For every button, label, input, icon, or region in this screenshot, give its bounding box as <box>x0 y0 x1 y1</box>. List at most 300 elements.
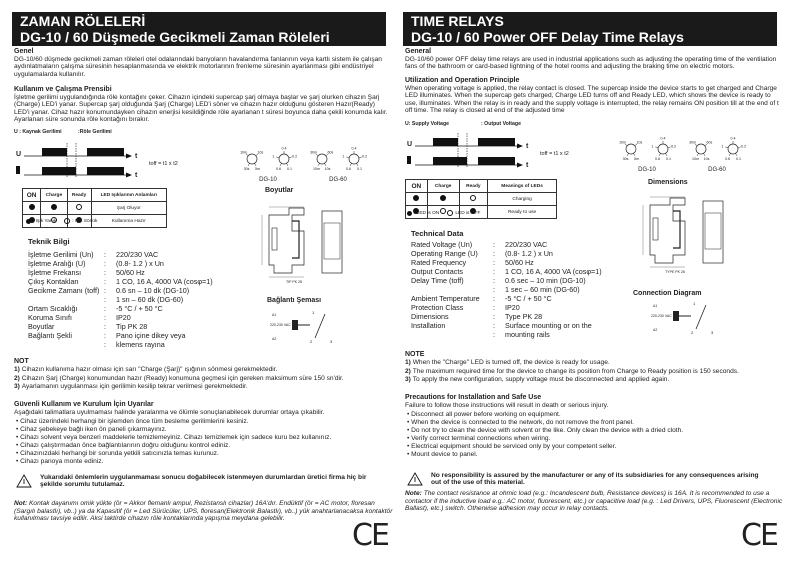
relay-coil-icon <box>292 320 298 330</box>
usage-heading: Utilization and Operation Principle <box>405 77 520 84</box>
spec-colon: : <box>104 340 106 349</box>
dial-tick <box>627 153 629 156</box>
led-off-icon <box>470 195 476 201</box>
spec-colon: : <box>104 277 106 286</box>
axis-u-label: U <box>16 151 22 158</box>
output-pulse <box>433 157 467 165</box>
spec-row <box>411 303 602 312</box>
led-meaning-cell: Şarj Oluyor <box>91 202 167 215</box>
dial-scale-label: 0.6 <box>725 157 730 162</box>
footnote-text: The contact resistance at ohmic load (e.g.: Incandescent bulb, Resistance devices) is 16A. It is recommended to use a contactor if the inductive load e.g.: AC motor, fluorescent, etc.) or capacitive load (e.g. : Led Drivers, UPS, Fluorescent (Electronic Ballast), etc.) switch. Otherwise adhesion may occur in relay contacts. <box>405 490 783 512</box>
spec-label: Protection Class <box>411 303 464 312</box>
general-text: DG-10/60 power OFF delay time relays are used in industrial applications such as adjusting the operating time of the ventilation fans of the bathroom or card-based lightning of the hotel rooms and adjusting the braking time on electric motors. <box>405 56 777 71</box>
note-item <box>14 383 390 390</box>
time-dials <box>234 143 374 185</box>
dial-scale-label: 30s <box>622 157 629 162</box>
spec-label: Boyutlar <box>28 322 55 331</box>
led-on-legend: : Işık Yanık <box>33 218 57 224</box>
led-on-icon <box>51 204 57 210</box>
spec-colon: : <box>104 259 106 268</box>
spec-value: -5 °C / + 50 °C <box>116 304 163 313</box>
note-heading: NOT <box>14 358 29 365</box>
safety-item: • Cihazı çalıştırmadan önce bağlantılarının doğru olduğunu kontrol ediniz. <box>16 442 331 450</box>
note-text: The maximum required time for the device to change its position from Charge to Ready position is 150 seconds. <box>412 367 739 375</box>
timing-diagram <box>14 143 184 183</box>
spec-colon: : <box>493 294 495 303</box>
warning-icon <box>16 474 32 488</box>
dial-knob <box>349 154 359 164</box>
dial-scale-label: 0.4 <box>660 136 666 141</box>
spec-row <box>28 304 213 313</box>
spec-value: 1 sn – 60 dk (DG-60) <box>116 295 184 304</box>
pin-label: 2 <box>691 330 694 335</box>
dial-tick <box>666 153 668 156</box>
led-table-header <box>23 189 167 202</box>
document-title: ZAMAN RÖLELERİ <box>20 13 146 29</box>
usage-heading: Kullanım ve Çalışma Prensibi <box>14 86 112 93</box>
dial-scale-label: 10m <box>313 167 320 172</box>
relay-coil-icon <box>673 311 679 321</box>
dial-scale-label: 1 <box>721 144 724 149</box>
spec-row <box>28 277 213 286</box>
spec-value: Pano içine dikey veya <box>116 331 186 340</box>
front-view-outline <box>322 211 342 273</box>
spec-colon: : <box>104 250 106 259</box>
dial-scale-label: 0.2 <box>362 154 368 159</box>
dial-scale-label: 1 <box>272 154 275 159</box>
note-number: 2) <box>405 367 413 375</box>
arrow-icon <box>126 173 132 178</box>
warning-text: No responsibility is assured by the manufacturer or any of its subsidiaries for any consequences arising out of the use of this material. <box>431 472 759 487</box>
dimensions-caption: TYPE PK 28 <box>665 270 685 274</box>
led-header-cell: ON <box>23 189 41 202</box>
spec-colon: : <box>493 258 495 267</box>
led-header-cell: LED Işıklarının Anlamları <box>91 189 167 202</box>
dial-scale-label: 1 <box>651 144 654 149</box>
ce-mark: CE <box>352 518 388 553</box>
spec-colon: : <box>493 321 495 330</box>
formula-text: toff = t1 x t2 <box>149 161 178 167</box>
general-heading: Genel <box>14 48 34 55</box>
spec-value: 220/230 VAC <box>505 240 548 249</box>
spec-label: Gecikme Zamanı (toff) <box>28 286 100 295</box>
dimensions-heading: Boyutlar <box>265 187 294 194</box>
spec-label: Delay Time (toff) <box>411 276 464 285</box>
spec-row <box>28 286 213 295</box>
dial-knob <box>626 144 636 154</box>
warning-text: Yukarıdaki önlemlerin uygulanmaması sonucu doğabilecek istenmeyen durumlardan üretici firma hiç bir şekilde sorumlu tutulamaz. <box>40 474 367 489</box>
dial-scale-label: 0.2 <box>741 144 747 149</box>
dial-tick <box>697 153 699 156</box>
safety-list <box>16 418 331 466</box>
spec-colon: : <box>493 276 495 285</box>
note-number: 1) <box>405 359 413 366</box>
spec-row <box>411 294 602 303</box>
spec-list <box>28 250 213 349</box>
usage-text: İşletme gerilimi uygulandığında röle kontağını çeker. Cihazın içindeki supercap şarj olmaya başlar ve şarj olurken cihazın Şarj (Charge) LED'i yanar. Supercap şarj olduğunda Şarj (Charge) LED'i söner ve cihazın hazır olduğunu gösteren Hazır(Ready) LED'i yanar. Cihaz hazır konumundayken cihazın enerjisi kesildiğinde röle ayarlanan t süresi boyunca daha çekili konumda kalır. Ayarlanan süre sonunda röle kontağını bırakır. <box>14 94 388 123</box>
formula-text: toff = t1 x t2 <box>540 151 569 157</box>
dial-knob <box>247 154 257 164</box>
note-item <box>405 359 781 366</box>
column-tr <box>12 0 397 567</box>
spec-label <box>411 330 493 339</box>
output-voltage-icon <box>16 166 20 174</box>
led-on-icon <box>407 211 412 216</box>
spec-colon: : <box>493 267 495 276</box>
dial-tick <box>659 153 661 156</box>
spec-value: 1 sec – 60 min (DG-60) <box>505 285 580 294</box>
led-off-icon <box>64 218 70 224</box>
dial-scale-label: 10s <box>703 157 710 162</box>
supply-pulse <box>478 138 515 146</box>
terminal-block <box>272 228 277 250</box>
spec-label <box>28 295 104 304</box>
spec-value: 50/60 Hz <box>116 268 145 277</box>
note-number: 3) <box>14 383 22 390</box>
spec-label: Rated Voltage (Un) <box>411 240 473 249</box>
spec-label <box>28 340 104 349</box>
dial-tick <box>736 153 738 156</box>
led-state-cell <box>406 193 428 206</box>
safety-item: • Cihaz şebekeye bağlı iken ön paneli çıkarmayınız. <box>16 426 331 434</box>
legend-output: : Output Voltage <box>481 121 521 127</box>
led-meaning-cell: Charging <box>488 193 557 206</box>
spec-value: (0.8- 1.2 ) x Un <box>116 259 164 268</box>
timing-diagram <box>405 133 575 173</box>
spec-label: Output Contacts <box>411 267 463 276</box>
led-state-cell <box>427 193 459 206</box>
spec-row <box>28 259 213 268</box>
dial-tick <box>276 157 279 158</box>
output-pulse <box>42 167 76 175</box>
footnote-text: Kontak dayanımı omik yükte (ör = Akkor flemanlı ampul, Rezistanslı cihazlar) 16A'dır. Endüktif (ör = AC motor, floresan (Sargılı balastlı), vb..) ya da Kapasitif (ör = Led Sürücüler, UPS, floresan(Elektronik Balastlı), vb..) yük anahtarlanacaksa kontaktör kullanılması tavsiye edilir. Aksi taktirde cihazın röle kontaklarında yapışma meydana gelebilir. <box>14 500 393 522</box>
spec-row <box>28 322 213 331</box>
led-header-cell: Charge <box>427 180 459 193</box>
arrow-icon <box>517 163 523 168</box>
safety-item: • Verify correct terminal connections when wiring. <box>407 435 683 443</box>
spec-value: Type PK 28 <box>505 312 543 321</box>
dial-scale-label: 10s <box>324 167 331 172</box>
led-off-legend: LED is OFF <box>455 210 481 216</box>
din-rail-clip <box>673 211 680 248</box>
note-number: 2) <box>14 374 22 382</box>
led-table-header <box>406 180 557 193</box>
dial-knob <box>279 154 289 164</box>
safety-item: • Do not try to clean the device with solvent or the like. Only clean the device with a dried cloth. <box>407 427 683 435</box>
spec-row <box>28 331 213 340</box>
terminal-a1-label: A1 <box>272 313 277 317</box>
spec-value: 1 CO, 16 A, 4000 VA (cosφ=1) <box>505 267 602 276</box>
general-heading: General <box>405 48 432 55</box>
spec-label: Operating Range (U) <box>411 249 478 258</box>
dial-scale-label: 60s <box>706 140 713 145</box>
title-bar <box>12 12 386 46</box>
pin-label: 2 <box>310 339 313 344</box>
dial-model-label: DG-10 <box>638 167 656 173</box>
spec-row <box>411 249 602 258</box>
dial-scale-label: 60s <box>327 150 334 155</box>
dimensions-drawing <box>635 193 745 274</box>
spec-label: Koruma Sınıfı <box>28 313 72 322</box>
spec-label: Ortam Sıcaklığı <box>28 304 78 313</box>
dial-knob <box>728 144 738 154</box>
dial-scale-label: 30m <box>689 140 697 145</box>
dial-tick <box>357 163 359 166</box>
note-number: 1) <box>14 366 22 373</box>
dial-scale-label: 1 <box>342 154 345 159</box>
spec-row <box>28 295 213 304</box>
supply-pulse <box>433 138 458 146</box>
front-panel <box>705 213 721 249</box>
led-header-cell: Meanings of LEDs <box>488 180 557 193</box>
spec-value: 0.6 sn – 10 dk (DG-10) <box>116 286 190 295</box>
dial-tick <box>729 153 731 156</box>
spec-colon: : <box>104 331 106 340</box>
dial-tick <box>318 163 320 166</box>
spec-row <box>411 312 602 321</box>
spec-value: IP20 <box>116 313 131 322</box>
dial-scale-label: 0.1 <box>357 167 362 172</box>
axis-u-label: U <box>407 141 413 148</box>
spec-row <box>28 250 213 259</box>
note-item <box>405 368 781 375</box>
dial-tick <box>725 147 728 148</box>
dial-tick <box>280 163 282 166</box>
led-state-cell <box>41 202 67 215</box>
dial-scale-label: 0.4 <box>351 146 357 151</box>
dimensions-caption: TIP PK 28 <box>286 280 302 284</box>
spec-value: -5 °C / + 50 °C <box>505 294 552 303</box>
led-on-icon <box>413 195 419 201</box>
safety-list <box>407 411 683 459</box>
spec-colon: : <box>104 295 106 304</box>
spec-row <box>411 267 602 276</box>
safety-heading: Güvenli Kullanım ve Kurulum İçin Uyarılar <box>14 401 154 408</box>
dial-tick <box>350 163 352 166</box>
tech-heading: Technical Data <box>411 229 464 238</box>
spec-value: mounting rails <box>505 330 550 339</box>
terminal-a2-label: A2 <box>272 337 277 341</box>
note-text: Cihazın kullanıma hazır olması için sarı "Charge (Şarj)" ışığının sönmesi gerekmektedir. <box>21 366 278 373</box>
led-meaning-cell: Ready to use <box>488 206 557 219</box>
document-subtitle: DG-10 / 60 Power OFF Delay Time Relays <box>411 29 684 45</box>
pin-label: 3 <box>330 339 333 344</box>
supply-voltage-label: 220-230 VAC <box>651 314 672 318</box>
time-dials <box>613 133 753 175</box>
spec-label: İşletme Frekansı <box>28 268 82 277</box>
spec-label <box>411 285 493 294</box>
terminal-a1-label: A1 <box>653 304 658 308</box>
spec-row <box>411 276 602 285</box>
dial-scale-label: 0.4 <box>281 146 287 151</box>
axis-t-label: t <box>135 153 138 160</box>
title-bar <box>403 12 777 46</box>
spec-colon: : <box>104 313 106 322</box>
safety-item: • Cihazınızdaki herhangi bir sorunda yetkili satıcınızla temas kurunuz. <box>16 450 331 458</box>
safety-intro: Aşağıdaki talimatlara uyulmaması halinde yaralanma ve ölümle sonuçlanabilecek durumlar ortaya çıkabilir. <box>14 409 325 416</box>
safety-item: • Mount device to panel. <box>407 451 683 459</box>
dial-scale-label: 0.2 <box>671 144 677 149</box>
note-item <box>14 375 390 382</box>
dial-knob <box>658 144 668 154</box>
spec-value: (0.8- 1.2 ) x Un <box>505 249 553 258</box>
spec-value: 1 CO, 16 A, 4000 VA (cosφ=1) <box>116 277 213 286</box>
dial-model-label: DG-10 <box>259 177 277 183</box>
arrow-icon <box>126 154 132 159</box>
axis-t-label: t <box>526 143 529 150</box>
spec-value: Surface mounting or on the <box>505 321 592 330</box>
dial-scale-label: 5m <box>634 157 639 162</box>
dial-model-label: DG-60 <box>329 177 347 183</box>
output-pulse <box>478 157 515 165</box>
safety-intro: Failure to follow those instructions will result in death or serious injury. <box>405 402 609 409</box>
safety-item: • Disconnect all power before working on equipment. <box>407 411 683 419</box>
led-header-cell: Charge <box>41 189 67 202</box>
connection-diagram <box>651 301 721 335</box>
column-en <box>403 0 788 567</box>
spec-row <box>28 268 213 277</box>
dial-tick <box>287 163 289 166</box>
note-text: Cihazın Şarj (Charge) konumundan hazır (Ready) konumuna geçmesi için gereken maksimum süre 150 sn'dir. <box>21 374 344 382</box>
connection-heading: Bağlantı Şeması <box>267 297 322 304</box>
dial-scale-label: 30s <box>243 167 250 172</box>
dial-scale-label: 0.4 <box>730 136 736 141</box>
led-state-cell <box>23 202 41 215</box>
pin-label: 1 <box>312 310 315 315</box>
spec-colon: : <box>493 312 495 321</box>
dial-scale-label: 10m <box>692 157 699 162</box>
spec-label: Ambient Temperature <box>411 294 480 303</box>
general-text: DG-10/60 düşmede gecikmeli zaman röleleri otel odalarındaki banyoların havalandırma fanlarının veya kartlı sistem ile çalışan aydınlatmaların çalışma süresinin hesaplanmasında ve elektrik motorlarının frenleme süresinin ayarlanması gibi endüstriyel uygulamalarda kullanılır. <box>14 56 382 78</box>
ce-mark: CE <box>741 518 777 553</box>
connection-heading: Connection Diagram <box>633 290 702 297</box>
dial-tick <box>346 157 349 158</box>
spec-label: Installation <box>411 321 446 330</box>
led-table-row <box>23 202 167 215</box>
terminal-block <box>653 218 658 240</box>
led-off-icon <box>76 204 82 210</box>
note-number: 3) <box>405 376 413 383</box>
led-on-legend: : LED is ON <box>414 210 440 216</box>
dial-scale-label: 0.1 <box>736 157 741 162</box>
spec-label: Bağlantı Şekli <box>28 331 72 340</box>
note-item <box>14 366 390 373</box>
front-panel <box>324 223 340 259</box>
axis-t-label: t <box>526 162 529 169</box>
footnote <box>14 500 394 523</box>
dial-scale-label: 10s <box>636 140 643 145</box>
safety-heading: Precautions for Installation and Safe Use <box>405 394 542 401</box>
dial-scale-label: 0.1 <box>287 167 292 172</box>
legend-supply: U : Kaynak Gerilimi <box>14 129 62 135</box>
note-heading: NOTE <box>405 351 425 358</box>
document-title: TIME RELAYS <box>411 13 504 29</box>
led-off-icon <box>447 210 453 216</box>
spec-value: 220/230 VAC <box>116 250 159 259</box>
warning-icon <box>407 472 423 486</box>
pin-label: 3 <box>711 330 714 335</box>
safety-item: • Electrical equipment should be serviced only by your competent seller. <box>407 443 683 451</box>
led-meaning-cell: Kullanıma Hazır <box>91 215 167 228</box>
legend-supply: U: Supply Voltage <box>405 121 449 127</box>
spec-colon: : <box>104 322 106 331</box>
usage-text: When operating voltage is applied, the relay contact is closed. The supercap inside the device starts to get charged and Charge LED illuminates. When the supercap gets charged, Charge LED turns off and Ready LED, which shows the device is ready to use, illuminates. When the relay is in ready and the supply voltage is interrupted, the relay remains ON position till at the end of t off time. The relay is closed at end of the adjusted time <box>405 85 779 114</box>
spec-row <box>411 240 602 249</box>
spec-colon: : <box>104 268 106 277</box>
tech-heading: Teknik Bilgi <box>28 237 70 246</box>
led-on-icon <box>26 219 31 224</box>
spec-row <box>28 340 213 349</box>
spec-value: klemens rayına <box>116 340 165 349</box>
supply-pulse <box>42 148 67 156</box>
spec-label: Rated Frequency <box>411 258 467 267</box>
safety-item: • When the device is connected to the network, do not remove the front panel. <box>407 419 683 427</box>
spec-value: IP20 <box>505 303 520 312</box>
spec-colon: : <box>493 285 495 294</box>
legend-output: :Röle Gerilimi <box>78 129 112 135</box>
note-text: To apply the new configuration, supply voltage must be disconnected and applied again. <box>412 376 670 383</box>
dial-knob <box>317 154 327 164</box>
dimensions-heading: Dimensions <box>648 179 688 186</box>
spec-colon: : <box>493 249 495 258</box>
led-table-row <box>406 193 557 206</box>
pin-label: 1 <box>693 301 696 306</box>
relay-contact <box>696 305 706 329</box>
dial-scale-label: 5m <box>255 167 260 172</box>
spec-colon: : <box>493 303 495 312</box>
safety-item: • Cihazı panoya monte ediniz. <box>16 458 331 466</box>
dial-tick <box>248 163 250 166</box>
spec-value: Tip PK 28 <box>116 322 148 331</box>
led-header-cell: Ready <box>459 180 488 193</box>
led-legend <box>407 210 480 216</box>
spec-value: 50/60 Hz <box>505 258 534 267</box>
spec-label: Dimensions <box>411 312 449 321</box>
dimensions-drawing <box>254 203 364 284</box>
spec-row <box>411 285 602 294</box>
dial-scale-label: 0.6 <box>346 167 351 172</box>
footnote <box>405 490 785 513</box>
front-view-outline <box>703 201 723 263</box>
led-on-icon <box>29 204 35 210</box>
dial-scale-label: 0.2 <box>292 154 298 159</box>
dial-tick <box>704 153 706 156</box>
document-subtitle: DG-10 / 60 Düşmede Gecikmeli Zaman Röleleri <box>20 29 330 45</box>
terminal-a2-label: A2 <box>653 328 658 332</box>
spec-row <box>411 321 602 330</box>
spec-row <box>411 330 602 339</box>
dial-scale-label: 0.6 <box>276 167 281 172</box>
dial-model-label: DG-60 <box>708 167 726 173</box>
safety-item: • Cihaz üzerindeki herhangi bir işlemden önce tüm besleme gerilimlerini kesiniz. <box>16 418 331 426</box>
spec-row <box>28 313 213 322</box>
spec-label: İşletme Aralığı (U) <box>28 259 86 268</box>
led-header-cell: Ready <box>67 189 91 202</box>
footnote-label: Not: <box>14 500 28 507</box>
safety-item: • Cihazı solvent veya benzeri maddelerle temizlemeyiniz. Cihazı temizlemek için sadece kuru bez kullanınız. <box>16 434 331 442</box>
connection-diagram <box>270 310 340 344</box>
spec-colon: : <box>104 304 106 313</box>
led-state-cell <box>67 202 91 215</box>
output-pulse <box>87 167 124 175</box>
dial-scale-label: 10m <box>619 140 627 145</box>
spec-colon: : <box>493 240 495 249</box>
note-text: When the "Charge" LED is turned off, the device is ready for usage. <box>412 359 610 366</box>
led-state-cell <box>459 193 488 206</box>
led-header-cell: ON <box>406 180 428 193</box>
dial-tick <box>255 163 257 166</box>
relay-contact <box>315 314 325 338</box>
